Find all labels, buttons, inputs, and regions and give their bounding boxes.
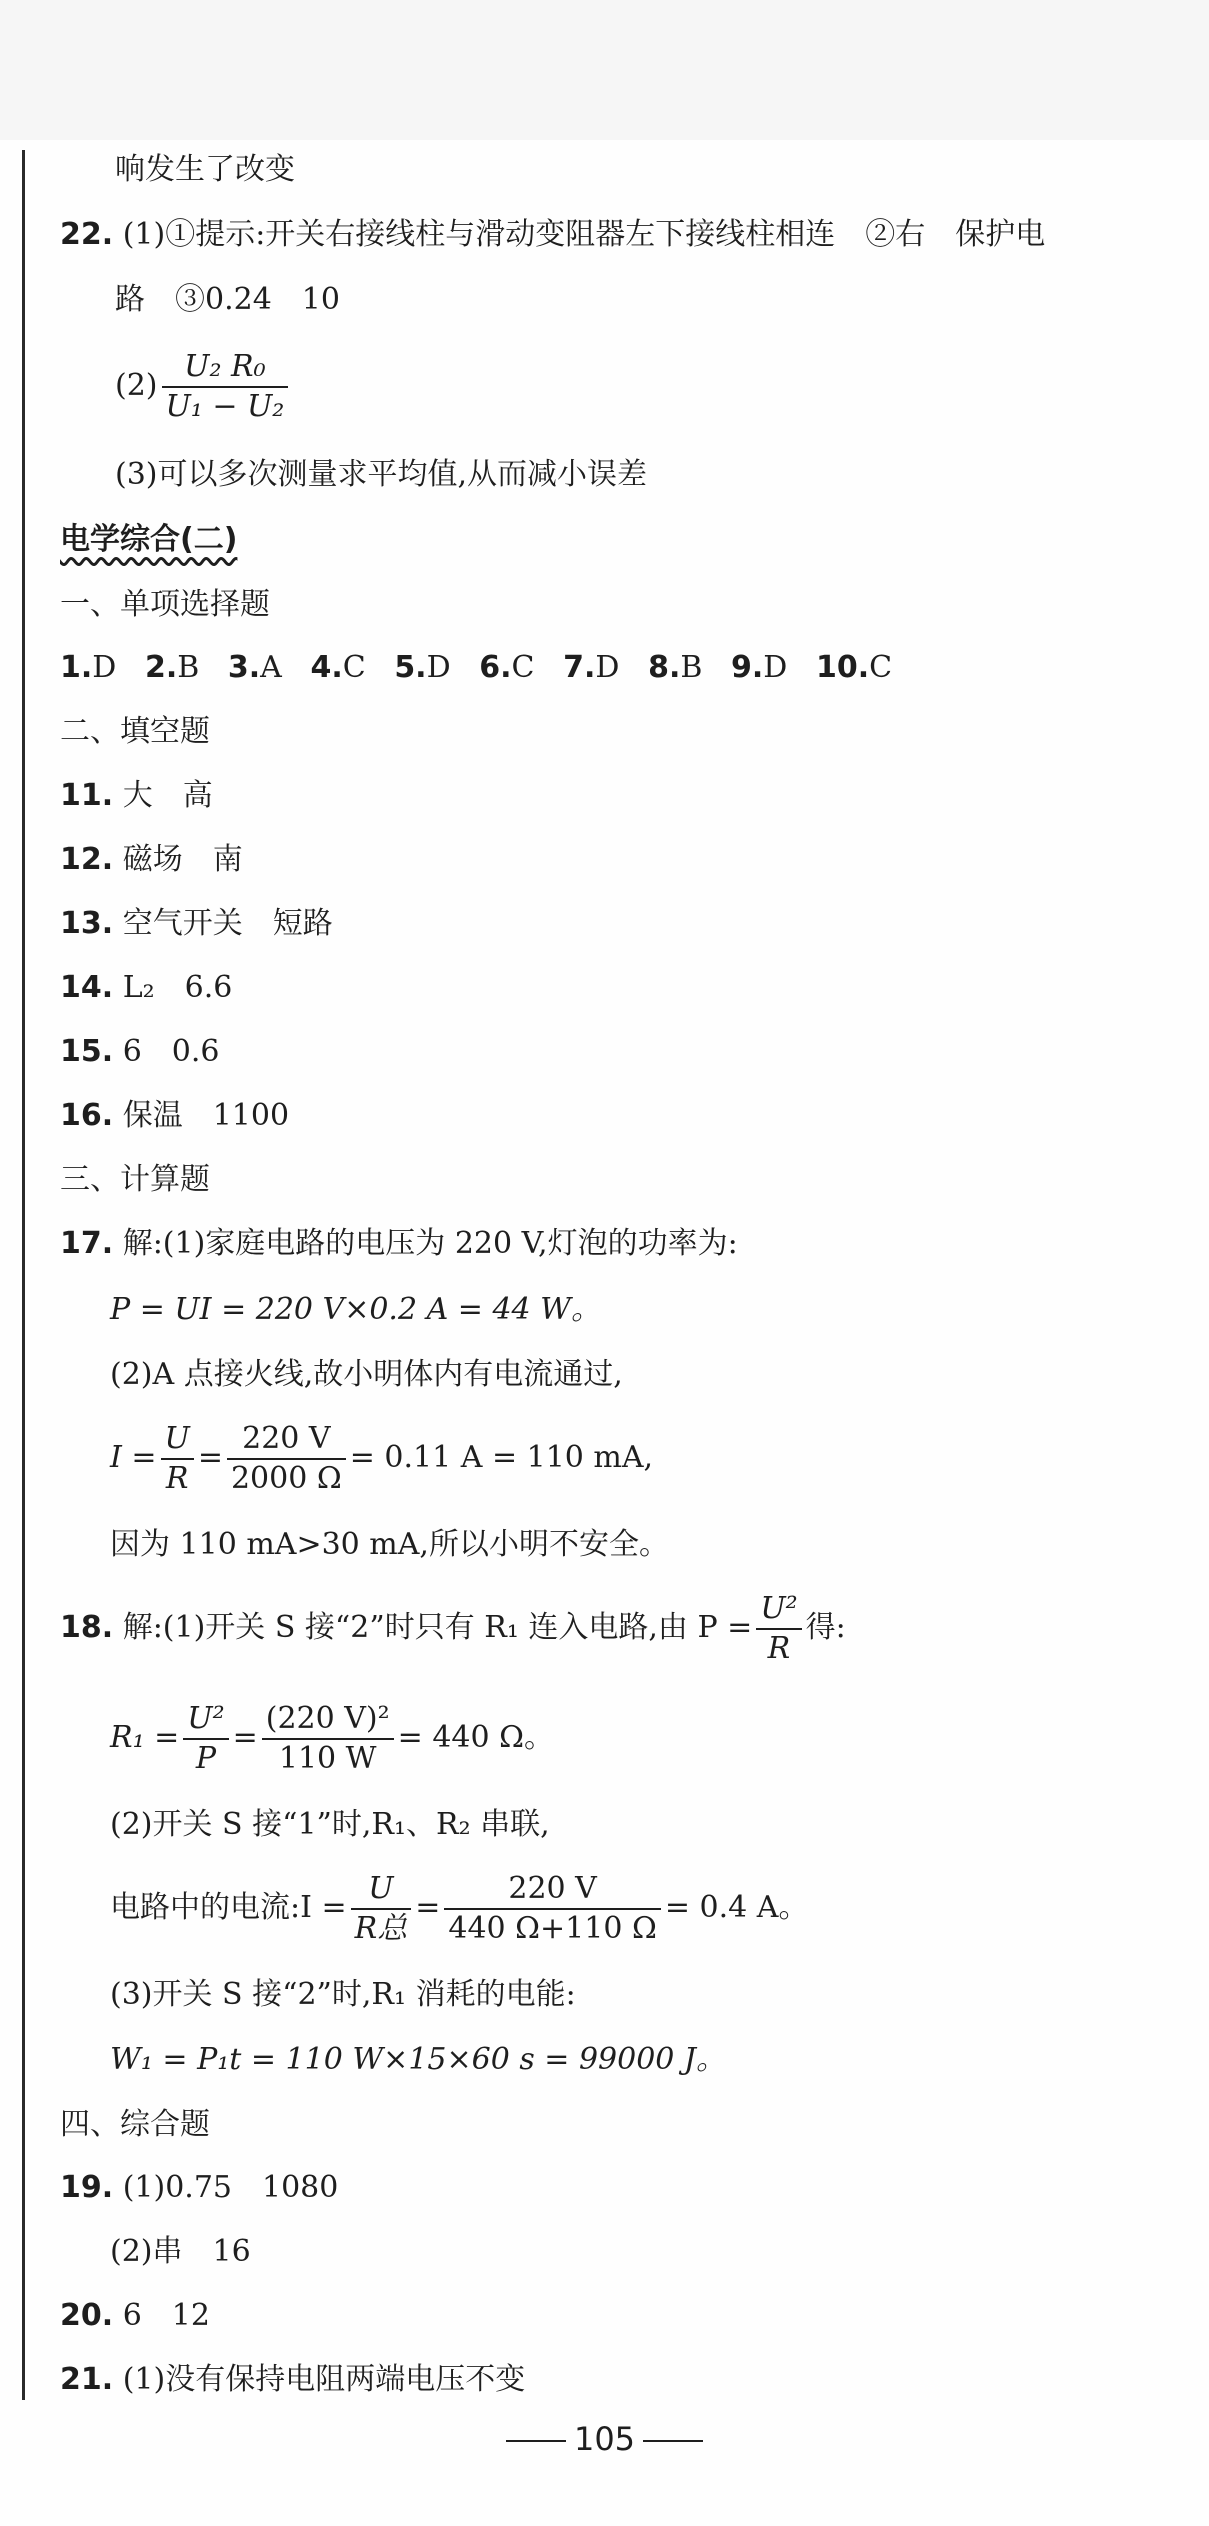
mc-answer: C [342, 650, 366, 685]
question-number: 11. [60, 778, 114, 813]
mc-answer: D [763, 650, 788, 685]
q22-line4: (3)可以多次测量求平均值,从而减小误差 [115, 457, 648, 492]
answer-text: 磁场 南 [122, 842, 243, 877]
denominator: U₁ − U₂ [165, 389, 285, 424]
question-number: 21. [60, 2362, 114, 2397]
formula-prefix: R₁ = [110, 1720, 180, 1755]
answer-text: (1)没有保持电阻两端电压不变 [122, 2362, 526, 2397]
mc-answer: C [511, 650, 535, 685]
text-line: 响发生了改变 [115, 152, 295, 187]
answer-text: 保温 1100 [122, 1098, 290, 1133]
answer-text: (1)0.75 1080 [122, 2170, 339, 2205]
q22-line3 [115, 348, 292, 426]
numerator: U² [183, 1700, 228, 1740]
footer-dash [506, 2440, 566, 2442]
answer-text: 大 高 [122, 778, 213, 813]
numerator: 220 V [444, 1870, 660, 1910]
answer-text: (1)①提示:开关右接线柱与滑动变阻器左下接线柱相连 ②右 保护电 [122, 217, 1046, 252]
formula-result: = 0.11 A = 110 mA, [349, 1440, 654, 1475]
mc-num: 4. [310, 650, 343, 685]
question-number: 13. [60, 906, 114, 941]
section-title-text: 电学综合(二) [60, 522, 238, 557]
q18-line6: W₁ = P₁t = 110 W×15×60 s = 99000 J。 [110, 2042, 726, 2077]
q17-line1 [60, 1224, 738, 1264]
question-number: 14. [60, 970, 114, 1005]
fraction [162, 348, 289, 426]
q22-line1 [60, 215, 1045, 255]
mc-num: 5. [394, 650, 427, 685]
denominator: 440 Ω+110 Ω [448, 1911, 657, 1946]
q17-line4: I = $\frac{U}{R}$ = $\frac{220 V}{2000 \Omega}$ = 0.11 A = 110 mA, [110, 1421, 654, 1496]
denominator: 110 W [278, 1741, 377, 1776]
question-number: 16. [60, 1098, 114, 1133]
formula-result: = 440 Ω。 [397, 1720, 554, 1755]
mc-answers-row [60, 648, 892, 688]
mc-num: 8. [648, 650, 681, 685]
formula-prefix: I = [110, 1440, 157, 1475]
subsection-title: 一、单项选择题 [60, 587, 270, 622]
mc-num: 7. [563, 650, 596, 685]
answer-text: 6 0.6 [122, 1034, 220, 1069]
q20-line [60, 2296, 210, 2336]
fraction [756, 1590, 801, 1668]
mc-answer: B [177, 650, 200, 685]
q18-line4: 电路中的电流:I = $\frac{U}{\text{R总}}$ = $\frac{220 V}{440 \Omega+110 \Omega}$ = 0.4 A。 [110, 1871, 809, 1946]
mc-answer: B [680, 650, 703, 685]
footer-dash [643, 2440, 703, 2442]
mc-num: 6. [479, 650, 512, 685]
q18-line2: R₁ = $\frac{\text{U²}}{P}$ = $\frac{\text{(220 V)²}}{110 W}$ = 440 Ω。 [110, 1701, 554, 1776]
answer-text: 解:(1)家庭电路的电压为 220 V,灯泡的功率为: [122, 1226, 738, 1261]
subsection-title: 二、填空题 [60, 714, 210, 749]
mc-num: 9. [731, 650, 764, 685]
mc-answer: D [595, 650, 620, 685]
question-number: 15. [60, 1034, 114, 1069]
mc-answer: D [426, 650, 451, 685]
q13-line [60, 904, 333, 944]
numerator: U₂ R₀ [162, 348, 289, 388]
page-number-footer [0, 2420, 1209, 2458]
q17-line3: (2)A 点接火线,故小明体内有电流通过, [110, 1357, 623, 1392]
question-number: 18. [60, 1610, 114, 1645]
left-margin-rule [22, 150, 25, 2400]
answer-text: 解:(1)开关 S 接“2”时只有 R₁ 连入电路,由 P = [122, 1610, 753, 1645]
mc-answer: D [92, 650, 117, 685]
page-number: 105 [573, 2420, 636, 2458]
denominator: R [767, 1631, 791, 1666]
q16-line [60, 1096, 289, 1136]
mc-num: 1. [60, 650, 93, 685]
fraction [161, 1420, 194, 1498]
formula-result: = 0.4 A。 [664, 1890, 809, 1925]
mc-answer: A [260, 650, 282, 685]
question-number: 17. [60, 1226, 114, 1261]
question-number: 19. [60, 2170, 114, 2205]
part-label: (2) [115, 368, 158, 403]
numerator: U² [756, 1590, 801, 1630]
fraction [227, 1420, 346, 1498]
fraction [262, 1700, 394, 1778]
q18-line1 [60, 1590, 846, 1668]
numerator: U [161, 1420, 194, 1460]
numerator: U [351, 1870, 412, 1910]
q17-line5: 因为 110 mA>30 mA,所以小明不安全。 [110, 1527, 669, 1562]
question-number: 12. [60, 842, 114, 877]
fraction [183, 1700, 228, 1778]
formula-prefix: 电路中的电流:I = [110, 1890, 347, 1925]
q19-line1 [60, 2168, 338, 2208]
q18-line3: (2)开关 S 接“1”时,R₁、R₂ 串联, [110, 1807, 550, 1842]
q18-line5: (3)开关 S 接“2”时,R₁ 消耗的电能: [110, 1977, 576, 2012]
q12-line [60, 840, 243, 880]
q11-line [60, 776, 213, 816]
denominator: R总 [354, 1911, 408, 1946]
mc-answer: C [869, 650, 893, 685]
denominator: 2000 Ω [230, 1461, 342, 1496]
mc-num: 2. [144, 650, 178, 685]
q15-line [60, 1032, 220, 1072]
answer-text: 6 12 [122, 2298, 210, 2333]
fraction [444, 1870, 660, 1948]
subsection-title: 四、综合题 [60, 2107, 210, 2142]
q21-line [60, 2360, 525, 2400]
question-number: 22. [60, 217, 114, 252]
denominator: P [195, 1741, 217, 1776]
denominator: R [165, 1461, 189, 1496]
page-top-margin [0, 0, 1209, 140]
answer-text: L₂ 6.6 [122, 970, 233, 1005]
fraction [351, 1870, 412, 1948]
subsection-title: 三、计算题 [60, 1162, 210, 1197]
q17-line2: P = UI = 220 V×0.2 A = 44 W。 [110, 1292, 602, 1327]
mc-num: 10. [815, 650, 870, 685]
q14-line [60, 968, 232, 1008]
answer-text: 得: [805, 1610, 846, 1645]
mc-num: 3. [227, 650, 261, 685]
numerator: 220 V [227, 1420, 346, 1460]
q19-line2: (2)串 16 [110, 2234, 251, 2269]
numerator: (220 V)² [262, 1700, 394, 1740]
question-number: 20. [60, 2298, 114, 2333]
section-title [60, 520, 237, 560]
q22-line2: 路 ③0.24 10 [115, 282, 340, 317]
answer-text: 空气开关 短路 [122, 906, 333, 941]
